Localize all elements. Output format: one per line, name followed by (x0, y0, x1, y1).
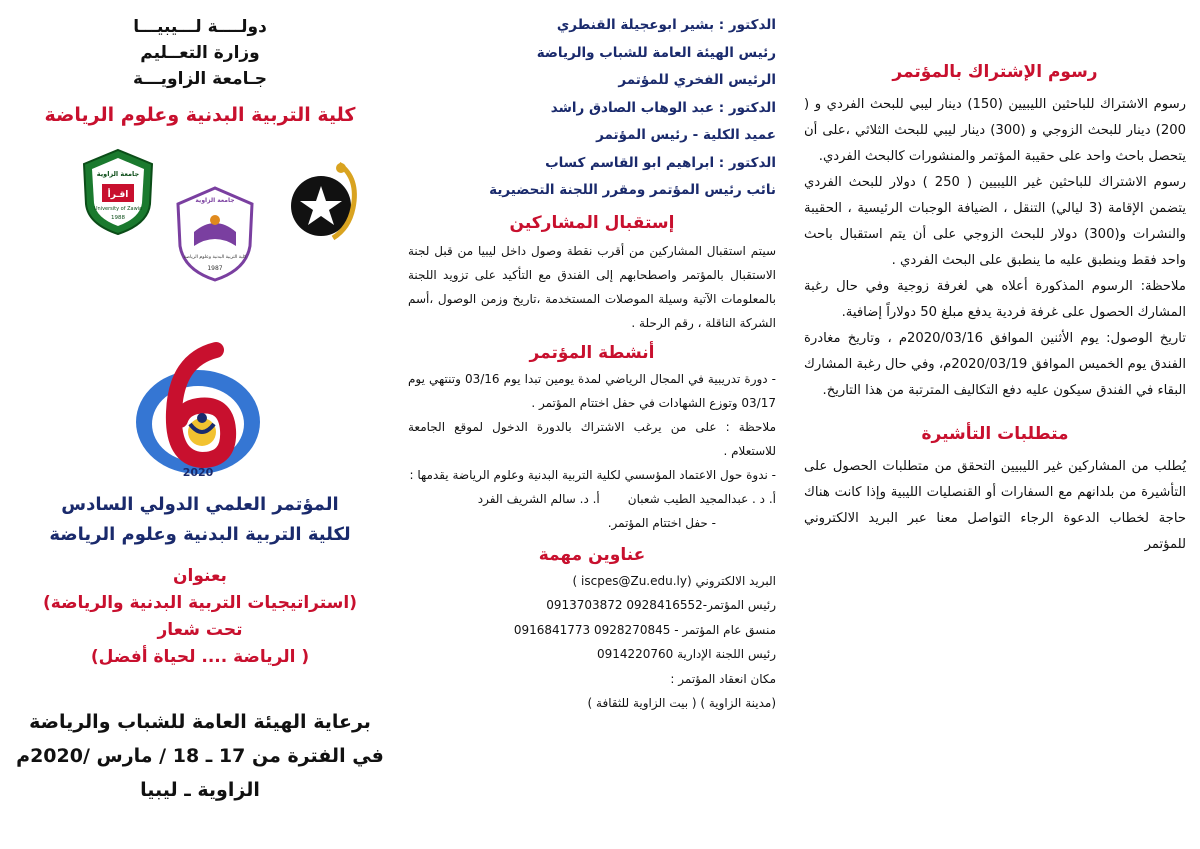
university-seal-icon (78, 146, 158, 236)
emblem-top-text: جامعة الزاوية (195, 197, 235, 204)
presenter-name: أ. د . عبدالمجيد الطيب شعبان (627, 491, 776, 506)
email-line[interactable]: البريد الالكتروني (iscpes@Zu.edu.ly ) (572, 573, 776, 588)
coordinator-phone: منسق عام المؤتمر - 0928270845 0916841773 (513, 622, 776, 637)
faculty-emblem-icon (172, 184, 258, 284)
seal-en-text: University of Zawia (93, 206, 143, 212)
addresses-title: عناوين مهمة (538, 544, 646, 565)
slogan-label: تحت شعار (157, 620, 243, 640)
cover-panel (0, 0, 400, 849)
fees-note: ملاحظة: الرسوم المذكورة أعلاه هي لغرفة زوجية وفي حال رغبة المشارك الحصول على غرفة فردية يدفع مبلغ 50 دولاراً إضافية. (804, 279, 1186, 320)
sponsor-line: الدكتور : بشير ابوعجيلة القنطري (556, 17, 776, 33)
conference-title-line2: لكلية التربية البدنية وعلوم الرياضة (49, 524, 351, 545)
sponsor-line: نائب رئيس المؤتمر ومقرر اللجنة التحضيرية (489, 182, 776, 198)
seminar-presenters (408, 487, 776, 511)
activity-seminar: - ندوة حول الاعتماد المؤسسي لكلية التربية البدنية وعلوم الرياضة يقدمها : (409, 467, 776, 482)
faculty-title: كلية التربية البدنية وعلوم الرياضة (44, 104, 356, 126)
reception-title: إستقبال المشاركين (509, 212, 675, 233)
sponsor-line: عميد الكلية - رئيس المؤتمر (596, 127, 776, 143)
conference-slogan: ( الرياضة .... لحياة أفضل) (90, 647, 310, 667)
sponsor-line: الرئيس الفخري للمؤتمر (618, 72, 776, 88)
activity-course: - دورة تدريبية في المجال الرياضي لمدة يومين تبدا يوم 03/16 وتنتهي يوم 03/17 وتوزع الشهادات في حفل اختتام المؤتمر . (408, 371, 776, 410)
activity-closing: - حفل اختتام المؤتمر. (607, 515, 716, 530)
presenter-name: أ. د. سالم الشريف الفرد (477, 491, 600, 506)
seal-year: 1988 (111, 215, 125, 221)
reception-text: سيتم استقبال المشاركين من أقرب نقطة وصول داخل ليبيا من قبل لجنة الاستقبال بالمؤتمر واصطحابهم إلى الفندق مع التأكيد على تزويد اللجنة بالمعلومات الآتية وسيلة الموصلات المستخدمة ،تاريخ وزمن الوصول ،أسم الشركة الناقلة ، رقم الرحلة . (408, 243, 776, 330)
state-name: دولــــة لـــيبيـــا (133, 17, 267, 37)
emblem-mid-text: كلية التربية البدنية وعلوم الرياضة (183, 255, 247, 260)
sponsors-block (408, 12, 776, 205)
ministry-name: وزارة التعــليم (140, 43, 260, 63)
theme-block (0, 563, 400, 671)
fees-foreign: رسوم الاشتراك للباحثين غير الليبيين ( 250 ) دولار للبحث الفردي يتضمن الإقامة (3 ليالي) التنقل ، الضيافة الوجبات الرئيسية ، الحقيبة والنشرات و(300) دولار للبحث الزوجي على أن يتم استقبال باحث واحد فقط وينطبق عليه ما ينطبق على البحث الفردي . (804, 175, 1187, 268)
under-title-label: بعنوان (173, 566, 227, 586)
seal-top-text: جامعة الزاوية (96, 170, 140, 178)
chair-phone: رئيس المؤتمر-0928416552 0913703872 (546, 598, 776, 612)
sponsor-line: الدكتور : ابراهيم ابو القاسم كساب (545, 154, 776, 171)
conference-theme: (استراتيجيات التربية البدنية والرياضة) (43, 593, 357, 613)
conference-logo-year: 2020 (182, 466, 214, 479)
conference-title-line1: المؤتمر العلمي الدولي السادس (61, 494, 339, 515)
emblem-year: 1987 (207, 265, 223, 272)
conference-six-logo-icon (118, 340, 278, 485)
fees-libyan: رسوم الاشتراك للباحثين الليبيين (150) دينار ليبي للبحث الفردي و ( 200) دينار للبحث الزوجي و (300) دينار ليبي للبحث الثلاثي ،على أن يتحصل باحث واحد على حقيبة المؤتمر والمنشورات كالبحث الفردي. (804, 97, 1186, 164)
logos-row (10, 132, 390, 292)
admin-phone: رئيس اللجنة الإدارية 0914220760 (596, 647, 776, 661)
fees-panel (790, 0, 1200, 849)
contacts-block (408, 569, 776, 716)
activities-title: أنشطة المؤتمر (529, 342, 655, 363)
patron-block (0, 705, 400, 807)
conference-title (0, 490, 400, 550)
visa-title: متطلبات التأشيرة (921, 424, 1069, 444)
venue-label: مكان انعقاد المؤتمر : (670, 671, 776, 686)
sponsor-line: رئيس الهيئة العامة للشباب والرياضة (536, 44, 776, 61)
arrival-dates: تاريخ الوصول: يوم الأثنين الموافق 2020/03/16م ، وتاريخ مغادرة الفندق يوم الخميس الموافق 2020/03/19م، وفي حال رغبة المشارك البقاء في الفندق سيكون عليه دفع التكاليف المترتبة من هذا التاريخ. (804, 331, 1186, 398)
period-line: في الفترة من 17 ـ 18 / مارس /2020م (16, 745, 384, 767)
sport-star-logo-icon (287, 158, 363, 244)
venue-text: (مدينة الزاوية ) ( بيت الزاوية للثقافة ) (587, 696, 776, 710)
info-panel (400, 0, 790, 849)
fees-title: رسوم الإشتراك بالمؤتمر (892, 62, 1098, 82)
patron-line: برعاية الهيئة العامة للشباب والرياضة (29, 711, 371, 733)
university-name: جـامعة الزاويـــة (132, 69, 268, 89)
visa-text: يُطلب من المشاركين غير الليبيين التحقق من متطلبات الحصول على التأشيرة من بلدانهم مع السفارات أو القنصليات الليبية وإذا كانت هناك حاجة لخطاب الدعوة الرجاء التواصل معنا عبر البريد الالكتروني للمؤتمر (804, 459, 1186, 552)
sponsor-line: الدكتور : عبد الوهاب الصادق راشد (550, 99, 776, 116)
seal-center-text: اقـرأ (107, 190, 129, 200)
activity-note: ملاحظة : على من يرغب الاشتراك بالدورة الدخول لموقع الجامعة للاستعلام . (408, 419, 776, 458)
place-line: الزاوية ـ ليبيا (140, 779, 260, 801)
